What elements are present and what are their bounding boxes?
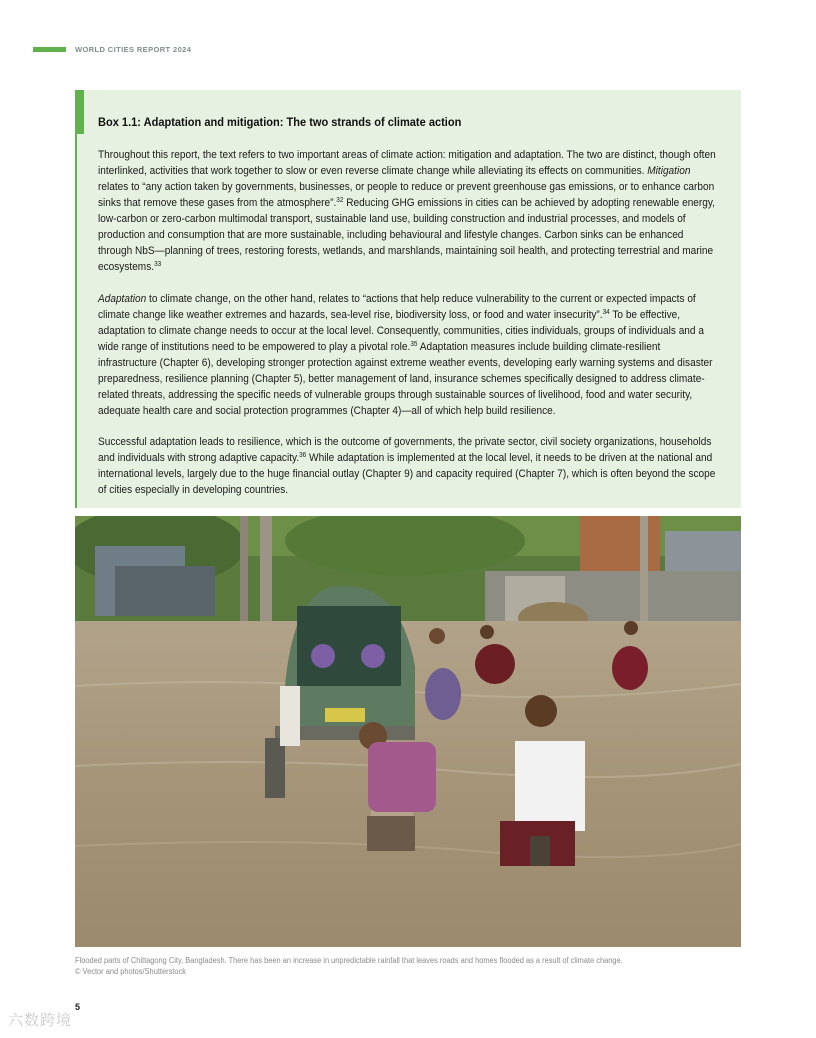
box-title: Box 1.1: Adaptation and mitigation: The two strands of climate action: [98, 115, 462, 129]
watermark-logo: 六数跨境: [8, 1012, 73, 1029]
para2-part2: To be effective, adaptation to climate change needs to occur at the local level. Consequently, communities, cities individuals, groups of individuals and a wide range of institutions need to be empowered to play a pivotal role.: [98, 309, 704, 353]
page-number: 5: [75, 1002, 81, 1012]
para1-intro: Throughout this report, the text refers to two important areas of climate action: mitigation and adaptation. The two are distinct, though often interlinked, activities that work together to slow or even reverse climate change while alleviating its effects on communities.: [98, 149, 716, 177]
paragraph-resilience: [98, 434, 720, 498]
footnote-ref-34[interactable]: 34: [602, 309, 610, 316]
report-title: WORLD CITIES REPORT 2024: [75, 45, 192, 54]
mitigation-term: Mitigation: [647, 165, 691, 177]
box-accent-rule: [75, 134, 77, 508]
header-accent-bar: [33, 47, 66, 52]
footnote-ref-35[interactable]: 35: [410, 341, 418, 348]
para2-part3: Adaptation measures include building climate-resilient infrastructure (Chapter 6), developing stronger protection against extreme weather events, developing early warning systems and disaster preparedness, resilience planning (Chapter 5), better management of land, insurance schemes specifically designed to address climate-related threats, addressing the specific needs of vulnerable groups through sustainable sources of livelihood, food and water security, adequate health care and social protection programmes (Chapter 4)—all of which help build resilience.: [98, 341, 713, 417]
footnote-ref-32[interactable]: 32: [336, 197, 344, 204]
para2-part1: to climate change, on the other hand, relates to “actions that help reduce vulnerability to the current or expected impacts of climate change like weather extremes and hazards, sea-level rise, biodiversity loss, or food and water insecurity”.: [98, 293, 696, 321]
flood-photo: [75, 516, 741, 947]
adaptation-term: Adaptation: [98, 293, 147, 305]
para1-rest: Reducing GHG emissions in cities can be achieved by adopting renewable energy, low-carbon or zero-carbon multimodal transport, sustainable land use, building construction and industrial processes, and models of production and consumption that are more sustainable, including behavioural and lifestyle changes. Carbon sinks can be enhanced through NbS—planning of trees, restoring forests, wetlands, and marshlands, maintaining soil health, and protecting terrestrial and marine ecosystems.: [98, 197, 715, 273]
para1-definition: relates to “any action taken by governments, businesses, or people to reduce or prevent greenhouse gas emissions, or to enhance carbon sinks that remove these gases from the atmosphere”.: [98, 181, 715, 209]
para3-part2: While adaptation is implemented at the local level, it needs to be driven at the national and international levels, largely due to the huge financial outlay (Chapter 9) and capacity required (Chapter 7), which is often beyond the scope of cities especially in developing countries.: [98, 452, 716, 496]
flood-photo-illustration: [75, 516, 741, 947]
para3-part1: Successful adaptation leads to resilience, which is the outcome of governments, the private sector, civil society organizations, households and individuals with strong adaptive capacity.: [98, 436, 712, 464]
photo-caption: [75, 955, 726, 977]
box-1-1: [75, 90, 741, 508]
paragraph-mitigation: [98, 147, 720, 275]
footnote-ref-36[interactable]: 36: [299, 452, 307, 459]
footnote-ref-33[interactable]: 33: [154, 261, 162, 268]
photo-credit: © Vector and photos/Shutterstock: [75, 967, 186, 976]
caption-text: Flooded parts of Chittagong City, Bangladesh. There has been an increase in unpredictable rainfall that leaves roads and homes flooded as a result of climate change.: [75, 956, 623, 965]
box-accent-tab: [75, 90, 84, 134]
paragraph-adaptation: [98, 291, 720, 419]
